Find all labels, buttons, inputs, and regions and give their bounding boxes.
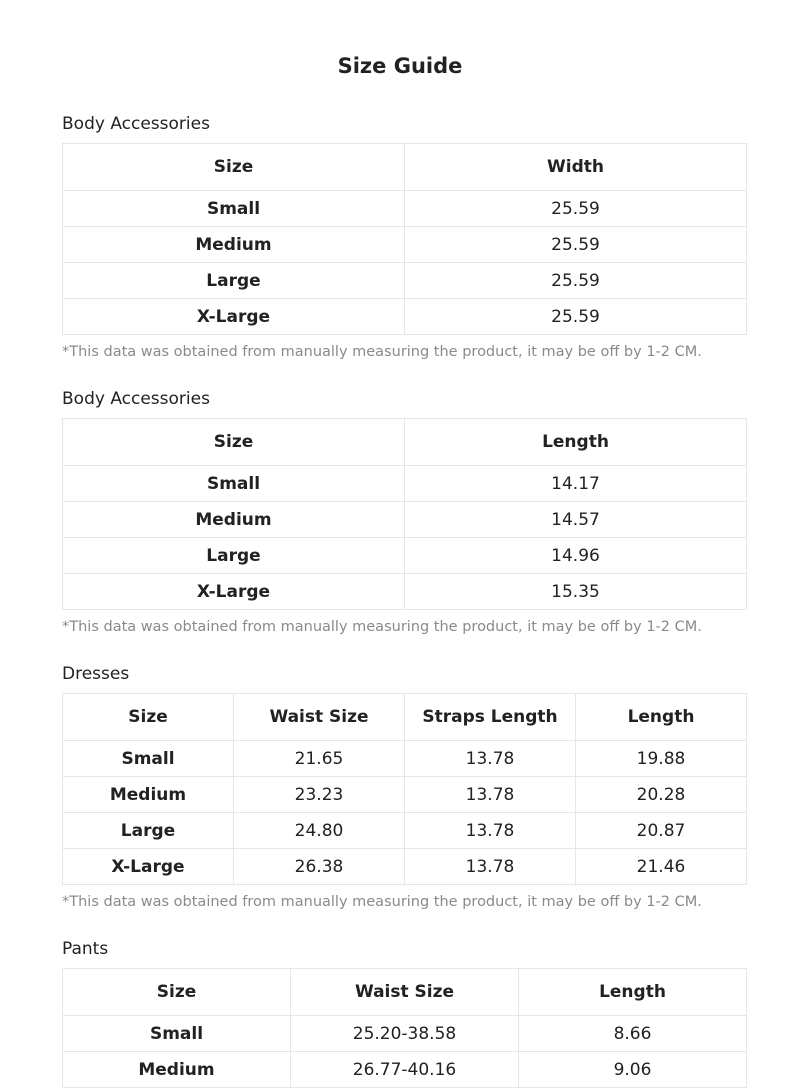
value-cell: 9.06 [519, 1052, 747, 1088]
measurement-note: *This data was obtained from manually measuring the product, it may be off by 1-2 CM. [62, 619, 702, 635]
size-cell: Medium [63, 227, 405, 263]
column-header: Size [63, 694, 234, 741]
value-cell: 13.78 [405, 813, 576, 849]
size-cell: Small [63, 741, 234, 777]
column-header: Straps Length [405, 694, 576, 741]
value-cell: 25.59 [405, 263, 747, 299]
value-cell: 20.28 [576, 777, 747, 813]
table-row [63, 299, 747, 335]
value-cell: 13.78 [405, 777, 576, 813]
column-header: Waist Size [234, 694, 405, 741]
value-cell: 25.59 [405, 227, 747, 263]
section-heading: Dresses [62, 664, 130, 684]
measurement-note: *This data was obtained from manually measuring the product, it may be off by 1-2 CM. [62, 344, 702, 360]
size-table [62, 968, 747, 1088]
size-cell: Medium [63, 777, 234, 813]
column-header: Length [519, 969, 747, 1016]
value-cell: 14.57 [405, 502, 747, 538]
table-row [63, 466, 747, 502]
column-header: Width [405, 144, 747, 191]
value-cell: 15.35 [405, 574, 747, 610]
value-cell: 26.77-40.16 [291, 1052, 519, 1088]
section-dresses [62, 663, 747, 911]
size-cell: X-Large [63, 574, 405, 610]
value-cell: 14.96 [405, 538, 747, 574]
size-cell: X-Large [63, 299, 405, 335]
table-row [63, 741, 747, 777]
table-row [63, 227, 747, 263]
section-heading: Body Accessories [62, 114, 210, 134]
value-cell: 25.20-38.58 [291, 1016, 519, 1052]
table-row [63, 777, 747, 813]
table-row [63, 502, 747, 538]
table-header-row [63, 969, 747, 1016]
table-row [63, 849, 747, 885]
table-header-row [63, 419, 747, 466]
value-cell: 26.38 [234, 849, 405, 885]
size-table [62, 418, 747, 610]
section-body-accessories-width [62, 113, 747, 361]
column-header: Length [405, 419, 747, 466]
table-row [63, 538, 747, 574]
column-header: Size [63, 144, 405, 191]
size-table [62, 143, 747, 335]
section-pants [62, 938, 747, 1088]
value-cell: 14.17 [405, 466, 747, 502]
value-cell: 24.80 [234, 813, 405, 849]
table-header-row [63, 144, 747, 191]
measurement-note: *This data was obtained from manually measuring the product, it may be off by 1-2 CM. [62, 894, 702, 910]
column-header: Size [63, 969, 291, 1016]
size-cell: Medium [63, 502, 405, 538]
section-heading: Body Accessories [62, 389, 210, 409]
value-cell: 8.66 [519, 1016, 747, 1052]
value-cell: 25.59 [405, 299, 747, 335]
table-row [63, 191, 747, 227]
size-cell: Medium [63, 1052, 291, 1088]
value-cell: 21.46 [576, 849, 747, 885]
table-row [63, 813, 747, 849]
value-cell: 23.23 [234, 777, 405, 813]
page-title: Size Guide [337, 54, 463, 78]
size-cell: Small [63, 466, 405, 502]
size-cell: Large [63, 538, 405, 574]
column-header: Size [63, 419, 405, 466]
size-cell: Large [63, 263, 405, 299]
table-row [63, 263, 747, 299]
value-cell: 21.65 [234, 741, 405, 777]
size-table [62, 693, 747, 885]
size-cell: X-Large [63, 849, 234, 885]
value-cell: 13.78 [405, 849, 576, 885]
value-cell: 25.59 [405, 191, 747, 227]
section-heading: Pants [62, 939, 109, 959]
value-cell: 19.88 [576, 741, 747, 777]
column-header: Waist Size [291, 969, 519, 1016]
size-cell: Small [63, 1016, 291, 1052]
table-row [63, 574, 747, 610]
table-header-row [63, 694, 747, 741]
value-cell: 13.78 [405, 741, 576, 777]
size-cell: Small [63, 191, 405, 227]
column-header: Length [576, 694, 747, 741]
size-cell: Large [63, 813, 234, 849]
section-body-accessories-length [62, 388, 747, 636]
table-row [63, 1016, 747, 1052]
table-row [63, 1052, 747, 1088]
value-cell: 20.87 [576, 813, 747, 849]
